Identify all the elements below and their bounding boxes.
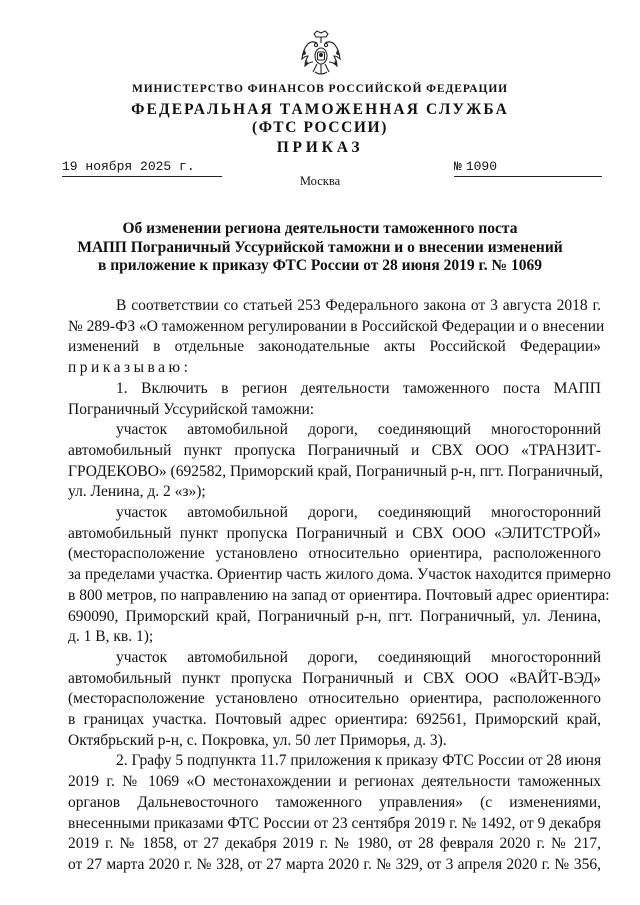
body-line: изменений в отдельные законодательные акты Российской Федерации» xyxy=(68,338,601,356)
service-name: ФЕДЕРАЛЬНАЯ ТАМОЖЕННАЯ СЛУЖБА xyxy=(131,101,509,118)
city: Москва xyxy=(299,174,341,188)
body-line: автомобильный пункт пропуска Пограничный и СВХ ООО «ЭЛИТСТРОЙ» xyxy=(68,524,601,542)
body-line: В соответствии со статьей 253 Федерального закона от 3 августа 2018 г. xyxy=(116,297,601,314)
title-line: МАПП Пограничный Уссурийской таможни и о внесении изменений xyxy=(77,238,563,256)
body-line: 2019 г. № 1069 «О местонахождении и регионах деятельности таможенных xyxy=(68,773,601,791)
body-line: за пределами участка. Ориентир часть жилого дома. Участок находится примерно xyxy=(68,566,611,584)
body-line: автомобильный пункт пропуска Пограничный и СВХ ООО «ТРАНЗИТ- xyxy=(68,441,601,459)
body-line: приказываю: xyxy=(68,359,192,377)
body-line: автомобильный пункт пропуска Пограничный и СВХ ООО «ВАЙТ-ВЭД» xyxy=(68,669,601,687)
title-line: Об изменении региона деятельности таможенного поста xyxy=(122,220,518,237)
order-number: 1090 xyxy=(465,159,498,174)
body-line: Пограничный Уссурийской таможни: xyxy=(68,400,315,418)
body-line: органов Дальневосточного таможенного управления» (с изменениями, xyxy=(68,793,601,811)
body-line: 690090, Приморский край, Пограничный р-н, пгт. Пограничный, ул. Ленина, xyxy=(68,607,601,625)
order-date: 19 ноября 2025 г. xyxy=(62,159,195,174)
body-line: Октябрьский р-н, с. Покровка, ул. 50 лет Приморья, д. 3). xyxy=(68,731,447,749)
body-line: 1. Включить в регион деятельности таможенного поста МАПП xyxy=(116,379,601,397)
body-line: участок автомобильной дороги, соединяющий многосторонний xyxy=(116,421,601,439)
title-line: в приложение к приказу ФТС России от 28 июня 2019 г. № 1069 xyxy=(98,257,542,274)
body-line: от 27 марта 2020 г. № 328, от 27 марта 2020 г. № 329, от 3 апреля 2020 г. № 356, xyxy=(68,855,601,873)
body-line: 2019 г. № 1858, от 27 декабря 2019 г. № 1980, от 28 февраля 2020 г. № 217, xyxy=(68,835,601,853)
body-line: ГРОДЕКОВО» (692582, Приморский край, Пограничный р-н, пгт. Пограничный, xyxy=(68,462,603,480)
number-sign: № xyxy=(454,159,462,174)
body-line: внесенными приказами ФТС России от 23 сентября 2019 г. № 1492, от 9 декабря xyxy=(68,814,601,832)
body-line: ул. Ленина, д. 2 «з»); xyxy=(68,483,206,501)
body-line: д. 1 В, кв. 1); xyxy=(68,628,154,646)
body-line: (месторасположение установлено относительно ориентира, расположенного xyxy=(68,545,601,563)
service-abbreviation: (ФТС РОССИИ) xyxy=(252,119,388,136)
body-line: № 289-ФЗ «О таможенном регулировании в Российской Федерации и о внесении xyxy=(68,317,605,335)
body-line: 2. Графу 5 подпункта 11.7 приложения к приказу ФТС России от 28 июня xyxy=(116,752,602,770)
ministry-name: МИНИСТЕРСТВО ФИНАНСОВ РОССИЙСКОЙ ФЕДЕРАЦИИ xyxy=(131,83,509,95)
body-line: в границах участка. Почтовый адрес ориентира: 692561, Приморский край, xyxy=(68,711,601,729)
coat-of-arms-emblem xyxy=(299,28,343,80)
body-line: в 800 метров, по направлению на запад от ориентира. Почтовый адрес ориентира: xyxy=(68,586,610,604)
document-type: ПРИКАЗ xyxy=(276,139,364,156)
body-line: (месторасположение установлено относительно ориентира, расположенного xyxy=(68,690,601,708)
order-title xyxy=(0,220,640,276)
body-line: участок автомобильной дороги, соединяющий многосторонний xyxy=(116,504,601,522)
order-body xyxy=(68,296,611,876)
body-line: участок автомобильной дороги, соединяющий многосторонний xyxy=(116,648,601,666)
